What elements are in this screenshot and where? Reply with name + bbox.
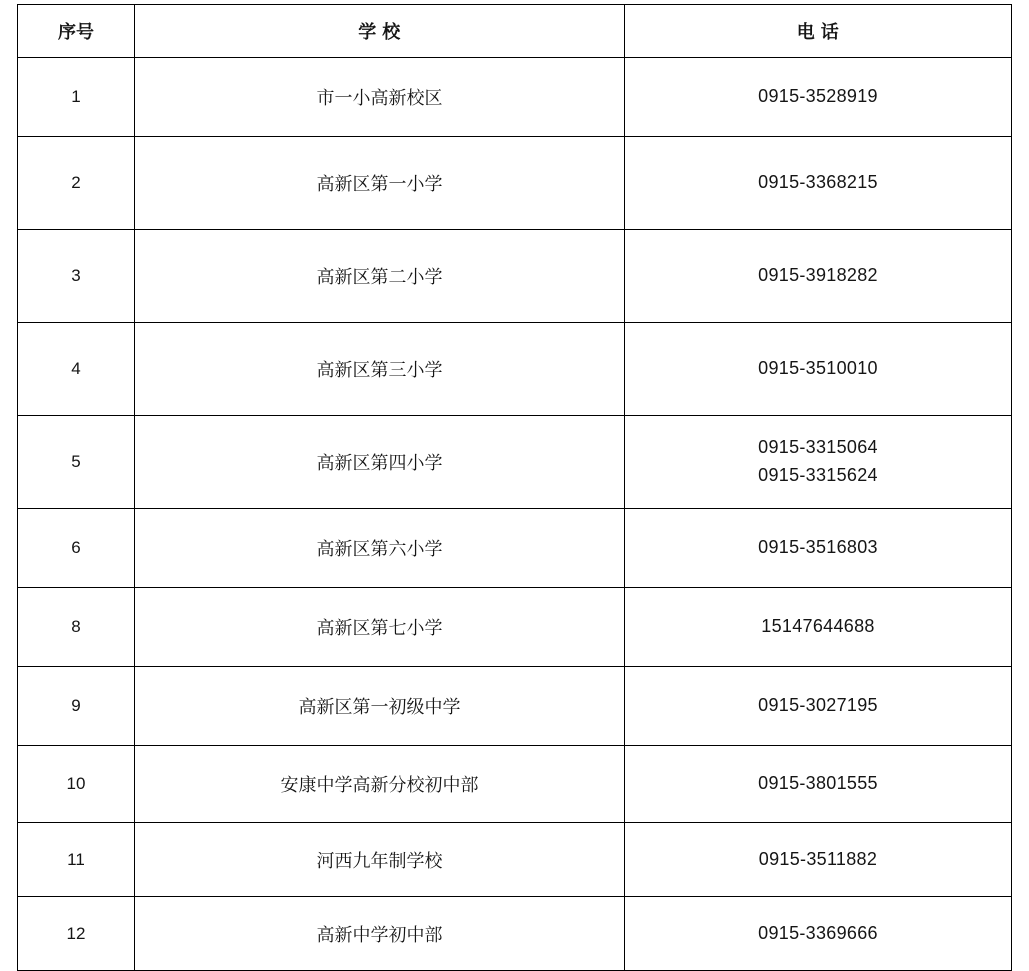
cell-index: 9	[18, 667, 135, 746]
cell-index: 1	[18, 58, 135, 137]
phone-list	[629, 920, 1007, 948]
cell-phone	[625, 509, 1012, 588]
phone-number: 0915-3027195	[758, 695, 878, 716]
cell-phone	[625, 137, 1012, 230]
cell-school-name: 高新区第二小学	[135, 230, 625, 323]
cell-index: 10	[18, 746, 135, 823]
phone-number: 0915-3368215	[758, 172, 878, 193]
cell-index: 5	[18, 416, 135, 509]
school-contact-table	[17, 4, 1012, 971]
table-row	[18, 509, 1012, 588]
cell-index: 4	[18, 323, 135, 416]
cell-phone	[625, 230, 1012, 323]
cell-school-name: 河西九年制学校	[135, 823, 625, 897]
phone-list	[629, 534, 1007, 562]
cell-phone	[625, 823, 1012, 897]
cell-school-name: 高新区第三小学	[135, 323, 625, 416]
phone-list	[629, 434, 1007, 490]
table-row	[18, 323, 1012, 416]
table-row	[18, 897, 1012, 971]
phone-number: 0915-3918282	[758, 265, 878, 286]
table-row	[18, 58, 1012, 137]
column-header-school: 学 校	[135, 5, 625, 58]
phone-number: 15147644688	[761, 616, 875, 637]
table-header	[18, 5, 1012, 58]
table-header-row	[18, 5, 1012, 58]
cell-school-name: 安康中学高新分校初中部	[135, 746, 625, 823]
phone-number: 0915-3315064	[758, 437, 878, 458]
cell-phone	[625, 588, 1012, 667]
cell-index: 12	[18, 897, 135, 971]
table-body	[18, 58, 1012, 971]
table-row	[18, 823, 1012, 897]
phone-number: 0915-3511882	[758, 848, 878, 869]
table-row	[18, 230, 1012, 323]
column-header-index: 序号	[18, 5, 135, 58]
table-row	[18, 667, 1012, 746]
phone-number: 0915-3369666	[758, 922, 878, 943]
cell-school-name: 高新区第六小学	[135, 509, 625, 588]
column-header-phone: 电 话	[625, 5, 1012, 58]
cell-phone	[625, 416, 1012, 509]
cell-school-name: 高新中学初中部	[135, 897, 625, 971]
cell-school-name: 市一小高新校区	[135, 58, 625, 137]
cell-phone	[625, 746, 1012, 823]
table-row	[18, 746, 1012, 823]
phone-list	[629, 846, 1007, 874]
cell-phone	[625, 58, 1012, 137]
cell-phone	[625, 667, 1012, 746]
cell-index: 6	[18, 509, 135, 588]
phone-list	[629, 692, 1007, 720]
cell-index: 11	[18, 823, 135, 897]
table-row	[18, 137, 1012, 230]
phone-number: 0915-3516803	[758, 537, 878, 558]
cell-school-name: 高新区第一初级中学	[135, 667, 625, 746]
phone-number: 0915-3510010	[758, 358, 878, 379]
phone-list	[629, 262, 1007, 290]
phone-number: 0915-3315624	[758, 465, 878, 485]
phone-list	[629, 770, 1007, 798]
table-row	[18, 416, 1012, 509]
phone-list	[629, 169, 1007, 197]
cell-school-name: 高新区第一小学	[135, 137, 625, 230]
cell-phone	[625, 323, 1012, 416]
phone-list	[629, 355, 1007, 383]
cell-phone	[625, 897, 1012, 971]
cell-index: 2	[18, 137, 135, 230]
cell-school-name: 高新区第四小学	[135, 416, 625, 509]
cell-school-name: 高新区第七小学	[135, 588, 625, 667]
table-row	[18, 588, 1012, 667]
cell-index: 3	[18, 230, 135, 323]
phone-list	[629, 613, 1007, 641]
phone-number: 0915-3528919	[758, 86, 878, 107]
phone-number: 0915-3801555	[758, 773, 878, 794]
phone-list	[629, 83, 1007, 111]
cell-index: 8	[18, 588, 135, 667]
